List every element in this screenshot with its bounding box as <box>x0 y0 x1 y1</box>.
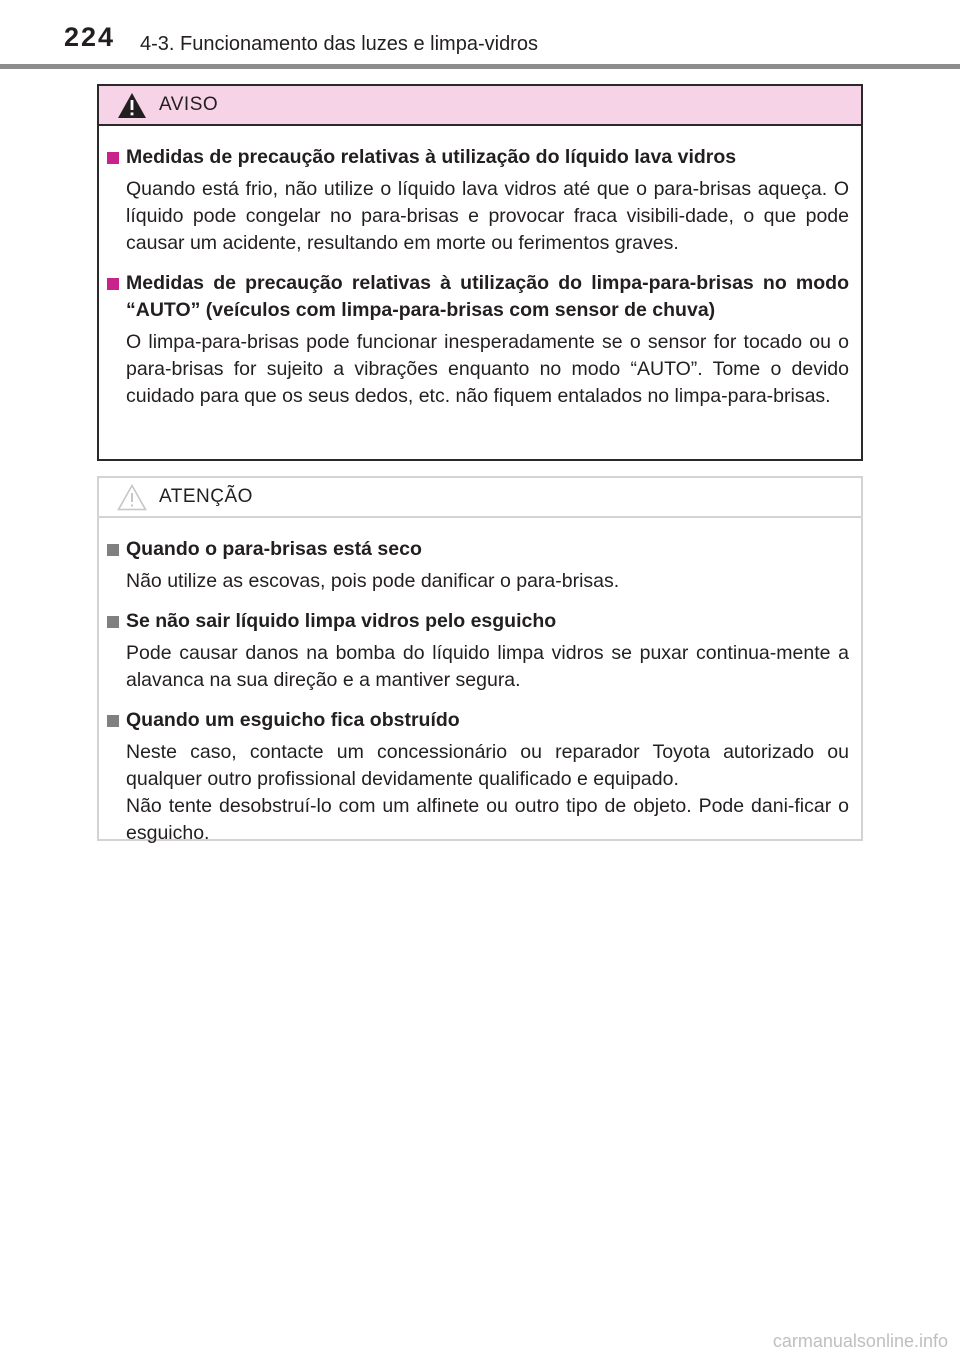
caution-triangle-icon <box>117 484 147 511</box>
square-bullet-icon <box>107 608 126 635</box>
warning-item <box>107 270 849 410</box>
watermark: carmanualsonline.info <box>772 1331 948 1351</box>
square-bullet-icon <box>107 536 126 563</box>
square-bullet-icon <box>107 270 126 324</box>
square-bullet-icon <box>107 707 126 734</box>
warning-item-heading: Medidas de precaução relativas à utilização do líquido lava vidros <box>107 144 849 171</box>
caution-item-heading: Quando um esguicho fica obstruído <box>107 707 849 734</box>
warning-item-text: Quando está frio, não utilize o líquido lava vidros até que o para-brisas aqueça. O líquido pode congelar no para-brisas e provocar fraca visibili-dade, o que pode causar um acidente, resultando em morte ou ferimentos graves. <box>126 178 849 254</box>
warning-box-header <box>99 86 861 126</box>
warning-box <box>97 84 863 461</box>
caution-box-header <box>99 478 861 518</box>
page-header <box>0 0 960 70</box>
warning-box-title: AVISO <box>159 94 219 115</box>
page-number: 224 <box>64 22 116 52</box>
caution-item-heading: Quando o para-brisas está seco <box>107 536 849 563</box>
warning-item-text: O limpa-para-brisas pode funcionar inesperadamente se o sensor for tocado ou o para-brisas for sujeito a vibrações enquanto no modo “AUTO”. Tome o devido cuidado para que os seus dedos, etc. não fiquem entalados no limpa-para-brisas. <box>126 331 849 407</box>
warning-item <box>107 144 849 257</box>
caution-box <box>97 476 863 844</box>
warning-box-body <box>99 126 861 410</box>
warning-triangle-icon <box>117 92 147 119</box>
warning-item-heading: Medidas de precaução relativas à utilização do limpa-para-brisas no modo “AUTO” (veículos com limpa-para-brisas com sensor de chuva) <box>107 270 849 324</box>
caution-item <box>107 608 849 694</box>
header-rule <box>0 64 960 69</box>
square-bullet-icon <box>107 144 126 171</box>
caution-box-body <box>99 518 861 847</box>
caution-item-heading: Se não sair líquido limpa vidros pelo esguicho <box>107 608 849 635</box>
caution-item-text: Não utilize as escovas, pois pode danificar o para-brisas. <box>126 570 620 592</box>
section-title: 4-3. Funcionamento das luzes e limpa-vidros <box>140 33 538 55</box>
caution-item-text: Pode causar danos na bomba do líquido limpa vidros se puxar continua-mente a alavanca na sua direção e a mantiver segura. <box>126 642 849 691</box>
caution-item-text: Neste caso, contacte um concessionário ou reparador Toyota autorizado ou qualquer outro profissional devidamente qualificado e equipado. Não tente desobstruí-lo com um alfinete ou outro tipo de objeto. Pode dani-ficar o esguicho. <box>126 741 849 844</box>
caution-item <box>107 707 849 847</box>
caution-box-title: ATENÇÃO <box>159 486 253 507</box>
caution-item <box>107 536 849 595</box>
